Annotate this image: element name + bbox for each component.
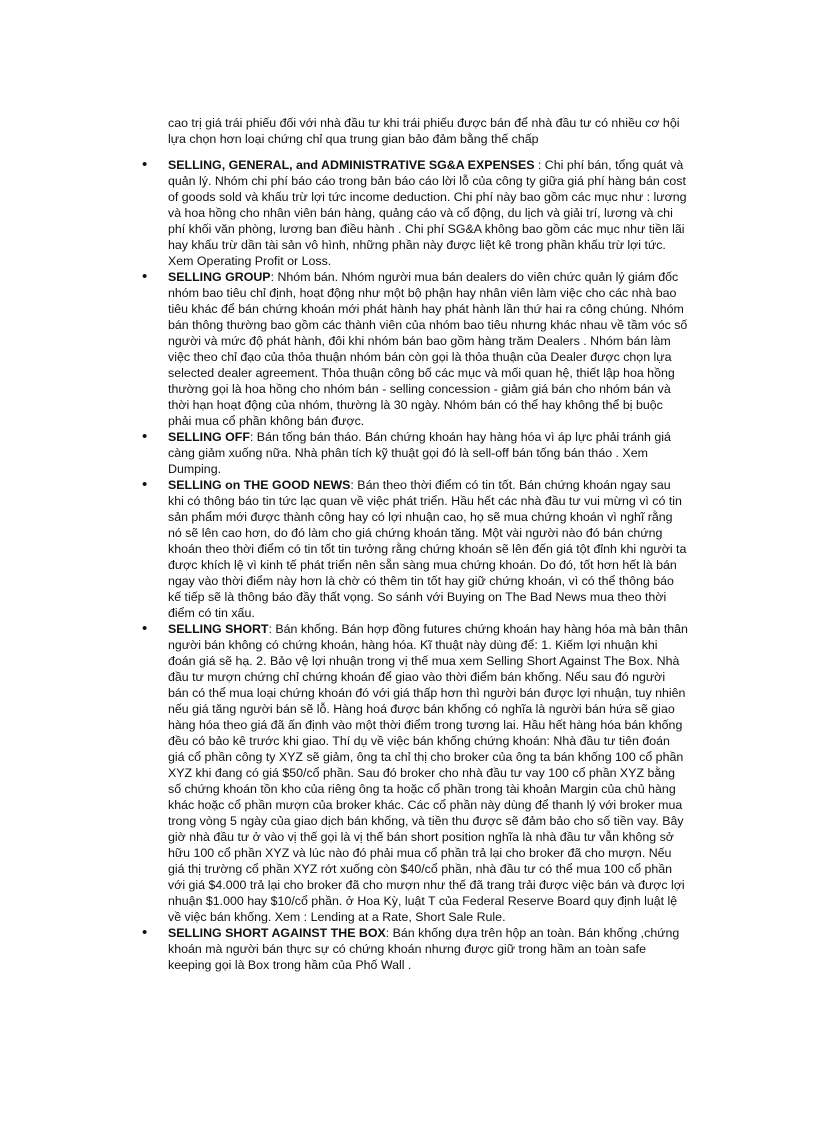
glossary-entry	[0, 621, 688, 925]
glossary-definition: : Nhóm bán. Nhóm người mua bán dealers do viên chức quản lý giám đốc nhóm bao tiêu chỉ định, hoạt động như một bộ phận hay nhân viên làm việc cho các nhà bao tiêu khác để bán chứng khoán mới phát hành hay phát hành lần thứ hai ra công chúng. Nhóm bán thông thường bao gồm các thành viên của nhóm bao tiêu nhưng khác nhau về tầm vóc số người và mức độ phát hành, đôi khi nhóm bán bao gồm hàng trăm Dealers . Nhóm bán làm việc theo chỉ đạo của thỏa thuận nhóm bán còn gọi là thỏa thuận của Dealer được chọn lựa selected dealer agreement. Thỏa thuận công bố các mục và mối quan hệ, thiết lập hoa hồng thường gọi là hoa hồng cho nhóm bán - selling concession - giảm giá bán cho nhóm bán và thời hạn hoạt động của nhóm, thường là 30 ngày. Nhóm bán có thể hay không thể bị buộc phải mua cổ phần không bán được.	[168, 270, 688, 428]
glossary-term: SELLING SHORT	[168, 622, 269, 636]
glossary-term: SELLING GROUP	[168, 270, 271, 284]
glossary-list	[0, 157, 816, 973]
glossary-term: SELLING SHORT AGAINST THE BOX	[168, 926, 386, 940]
bullet-icon: •	[142, 620, 148, 637]
glossary-entry	[0, 269, 688, 429]
glossary-entry	[0, 429, 688, 477]
bullet-icon: •	[142, 428, 148, 445]
glossary-term: SELLING OFF	[168, 430, 250, 444]
glossary-definition: : Bán khống dựa trên hộp an toàn. Bán khống ,chứng khoán mà người bán thực sự có chứng khoán nhưng được giữ trong hầm an toàn safe keeping gọi là Box trong hầm của Phố Wall .	[168, 926, 680, 972]
glossary-entry	[0, 925, 688, 973]
glossary-term: SELLING, GENERAL, and ADMINISTRATIVE SG&A EXPENSES	[168, 158, 535, 172]
intro-paragraph: cao trị giá trái phiếu đối với nhà đầu tư khi trái phiếu được bán để nhà đầu tư có nhiều cơ hội lựa chọn hơn loại chứng chỉ qua trung gian bảo đảm bằng thế chấp	[168, 116, 680, 147]
glossary-definition: : Bán tống bán tháo. Bán chứng khoán hay hàng hóa vì áp lực phải tránh giá càng giảm xuống nữa. Nhà phân tích kỹ thuật gọi đó là sell-off bán tống bán tháo . Xem Dumping.	[168, 430, 671, 476]
glossary-definition: : Bán khống. Bán hợp đồng futures chứng khoán hay hàng hóa mà bản thân người bán không có chứng khoán, hàng hóa. Kĩ thuật này dùng để: 1. Kiếm lợi nhuận khi đoán giá sẽ hạ. 2. Bảo vệ lợi nhuận trong vị thế mua xem Selling Short Against The Box. Nhà đầu tư mượn chứng chỉ chứng khoán để giao vào thời điểm bán khống. Nếu sau đó người bán có thể mua loại chứng khoán đó với giá thấp hơn thì người bán được lợi nhuận, tuy nhiên nếu giá tăng người bán sẽ lỗ. Hàng hoá được bán khống có nghĩa là người bán hứa sẽ giao hàng hóa theo giá đã ấn định vào một thời điểm trong tương lai. Hầu hết hàng hóa bán khống đều có bảo kê trước khi giao. Thí dụ về việc bán khống chứng khoán: Nhà đầu tư tiên đoán giá cổ phần công ty XYZ sẽ giảm, ông ta chỉ thị cho broker của ông ta bán khống 100 cổ phần XYZ khi đang có giá $50/cổ phần. Sau đó broker cho nhà đầu tư vay 100 cổ phần XYZ bằng số chứng khoán tồn kho của riêng ông ta hoặc cổ phần trong tài khoản Margin của chủ hàng khác hoặc cổ phần mượn của broker khác. Các cổ phần này dùng để thanh lý với broker mua trong vòng 5 ngày của giao dịch bán khống, và tiền thu được sẽ đảm bảo cho số tiền vay. Bây giờ nhà đầu tư ở vào vị thế gọi là vị thế bán short position nghĩa là nhà đầu tư vẫn không sở hữu 100 cổ phần XYZ và lúc nào đó phải mua cổ phần trả lại cho broker đã cho mượn. Nếu giá thị trường cổ phần XYZ rớt xuống còn $40/cổ phần, nhà đầu tư có thể mua 100 cổ phần với giá $4.000 trả lại cho broker đã cho mượn như thế đã trang trải được việc bán và được lợi nhuận $1.000 hay $10/cổ phần. ở Hoa Kỳ, luật T của Federal Reserve Board quy định luật lệ về việc bán khống. Xem : Lending at a Rate, Short Sale Rule.	[168, 622, 688, 924]
bullet-icon: •	[142, 156, 148, 173]
glossary-definition: : Chi phí bán, tổng quát và quản lý. Nhóm chi phí báo cáo trong bản báo cáo lời lỗ của công ty giữa giá phí hàng bán cost of goods sold và khấu trừ lợi tức income deduction. Chi phí này bao gồm các mục như : lương và hoa hồng cho nhân viên bán hàng, quảng cáo và cổ động, du lịch và giải trí, lương và chi phí khối văn phòng, lương ban điều hành . Chi phí SG&A không bao gồm các mục như tiền lãi hay khấu trừ dần tài sản vô hình, những phần này được liệt kê trong phần khấu trừ lợi tức. Xem Operating Profit or Loss.	[168, 158, 687, 268]
glossary-definition: : Bán theo thời điểm có tin tốt. Bán chứng khoán ngay sau khi có thông báo tin tức lạc quan về việc phát triển. Hầu hết các nhà đầu tư vui mừng vì có tin sản phẩm mới được thành công hay có lợi nhuận cao, họ sẽ mua chứng khoán vì nghĩ rằng nó sẽ lên cao hơn, do đó làm cho giá chứng khoán tăng. Một vài người nào đó bán chứng khoán theo thời điểm có tin tốt tin tưởng rằng chứng khoán sẽ lên đến giá tột đỉnh khi người ta được khích lệ vì kinh tế phát triển nên sẵn sàng mua chứng khoán. Do đó, tốt hơn hết là bán ngay vào thời điểm này hơn là chờ có thêm tin tốt hay giữ chứng khoán, vì có thể thông báo kế tiếp sẽ là thông báo đầy thất vọng. So sánh với Buying on The Bad News mua theo thời điểm có tin xấu.	[168, 478, 687, 620]
glossary-entry	[0, 477, 688, 621]
glossary-entry	[0, 157, 688, 269]
glossary-term: SELLING on THE GOOD NEWS	[168, 478, 351, 492]
bullet-icon: •	[142, 268, 148, 285]
bullet-icon: •	[142, 476, 148, 493]
bullet-icon: •	[142, 924, 148, 941]
